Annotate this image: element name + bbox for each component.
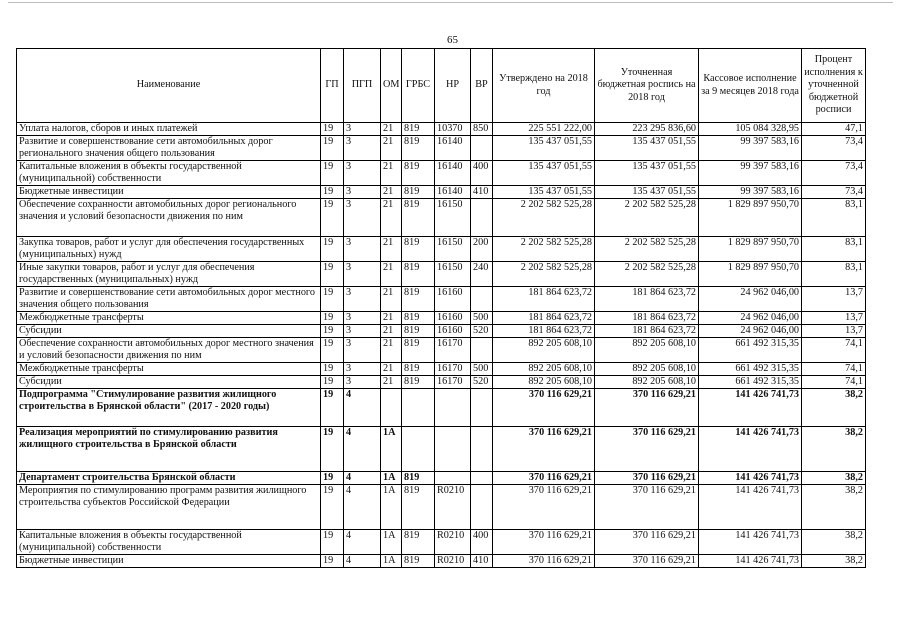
cell-grbs: 819 bbox=[402, 237, 435, 262]
cell-vr bbox=[471, 136, 493, 161]
cell-vr bbox=[471, 389, 493, 427]
cell-name: Межбюджетные трансферты bbox=[17, 312, 321, 325]
cell-approved: 2 202 582 525,28 bbox=[493, 199, 595, 237]
cell-grbs: 819 bbox=[402, 123, 435, 136]
cell-om: 21 bbox=[381, 376, 402, 389]
table-row bbox=[17, 262, 866, 287]
cell-np: 16170 bbox=[435, 363, 471, 376]
cell-approved: 370 116 629,21 bbox=[493, 530, 595, 555]
cell-vr bbox=[471, 287, 493, 312]
cell-grbs: 819 bbox=[402, 555, 435, 568]
cell-percent: 38,2 bbox=[802, 389, 866, 427]
cell-approved: 892 205 608,10 bbox=[493, 338, 595, 363]
table-row bbox=[17, 199, 866, 237]
cell-cash: 141 426 741,73 bbox=[699, 530, 802, 555]
page-number: 65 bbox=[447, 34, 458, 46]
cell-percent: 38,2 bbox=[802, 530, 866, 555]
cell-gp: 19 bbox=[321, 427, 344, 472]
cell-refined: 135 437 051,55 bbox=[595, 161, 699, 186]
cell-np: 16140 bbox=[435, 161, 471, 186]
cell-om: 21 bbox=[381, 363, 402, 376]
cell-approved: 370 116 629,21 bbox=[493, 427, 595, 472]
cell-approved: 135 437 051,55 bbox=[493, 136, 595, 161]
cell-percent: 73,4 bbox=[802, 186, 866, 199]
table-row bbox=[17, 485, 866, 530]
cell-cash: 141 426 741,73 bbox=[699, 472, 802, 485]
cell-percent: 38,2 bbox=[802, 555, 866, 568]
cell-grbs bbox=[402, 427, 435, 472]
cell-om: 21 bbox=[381, 262, 402, 287]
cell-gp: 19 bbox=[321, 363, 344, 376]
cell-grbs: 819 bbox=[402, 363, 435, 376]
cell-grbs: 819 bbox=[402, 262, 435, 287]
cell-gp: 19 bbox=[321, 325, 344, 338]
cell-refined: 135 437 051,55 bbox=[595, 186, 699, 199]
cell-percent: 73,4 bbox=[802, 161, 866, 186]
budget-execution-table bbox=[16, 48, 866, 568]
cell-percent: 47,1 bbox=[802, 123, 866, 136]
cell-ppgp: 4 bbox=[344, 530, 381, 555]
table-row bbox=[17, 555, 866, 568]
cell-vr: 850 bbox=[471, 123, 493, 136]
cell-refined: 892 205 608,10 bbox=[595, 338, 699, 363]
table-row bbox=[17, 472, 866, 485]
cell-om: 21 bbox=[381, 199, 402, 237]
table-row bbox=[17, 389, 866, 427]
cell-vr bbox=[471, 427, 493, 472]
cell-cash: 24 962 046,00 bbox=[699, 312, 802, 325]
cell-refined: 2 202 582 525,28 bbox=[595, 199, 699, 237]
cell-approved: 181 864 623,72 bbox=[493, 325, 595, 338]
cell-om: 1А bbox=[381, 472, 402, 485]
cell-name: Закупка товаров, работ и услуг для обеспечения государственных (муниципальных) нужд bbox=[17, 237, 321, 262]
cell-np: 16160 bbox=[435, 287, 471, 312]
cell-np: 16150 bbox=[435, 237, 471, 262]
cell-percent: 13,7 bbox=[802, 325, 866, 338]
cell-grbs: 819 bbox=[402, 199, 435, 237]
cell-gp: 19 bbox=[321, 186, 344, 199]
cell-refined: 370 116 629,21 bbox=[595, 555, 699, 568]
table-row bbox=[17, 325, 866, 338]
cell-percent: 38,2 bbox=[802, 427, 866, 472]
cell-om: 21 bbox=[381, 161, 402, 186]
cell-ppgp: 4 bbox=[344, 555, 381, 568]
cell-ppgp: 4 bbox=[344, 427, 381, 472]
cell-percent: 73,4 bbox=[802, 136, 866, 161]
table-row bbox=[17, 136, 866, 161]
cell-name: Бюджетные инвестиции bbox=[17, 555, 321, 568]
cell-refined: 892 205 608,10 bbox=[595, 363, 699, 376]
cell-approved: 2 202 582 525,28 bbox=[493, 237, 595, 262]
cell-ppgp: 3 bbox=[344, 338, 381, 363]
cell-grbs: 819 bbox=[402, 161, 435, 186]
top-scan-line bbox=[8, 2, 893, 3]
header-percent: Процент исполнения к уточненной бюджетной росписи bbox=[802, 49, 866, 123]
cell-refined: 370 116 629,21 bbox=[595, 472, 699, 485]
cell-grbs: 819 bbox=[402, 136, 435, 161]
table-row bbox=[17, 363, 866, 376]
cell-refined: 181 864 623,72 bbox=[595, 325, 699, 338]
cell-refined: 181 864 623,72 bbox=[595, 287, 699, 312]
cell-cash: 24 962 046,00 bbox=[699, 325, 802, 338]
table-row bbox=[17, 186, 866, 199]
cell-np: 16170 bbox=[435, 338, 471, 363]
cell-vr bbox=[471, 199, 493, 237]
cell-approved: 135 437 051,55 bbox=[493, 186, 595, 199]
cell-om: 1А bbox=[381, 530, 402, 555]
cell-percent: 13,7 bbox=[802, 312, 866, 325]
cell-np: 10370 bbox=[435, 123, 471, 136]
cell-grbs: 819 bbox=[402, 472, 435, 485]
cell-cash: 661 492 315,35 bbox=[699, 363, 802, 376]
cell-cash: 99 397 583,16 bbox=[699, 136, 802, 161]
cell-percent: 83,1 bbox=[802, 199, 866, 237]
cell-vr: 410 bbox=[471, 186, 493, 199]
header-grbs: ГРБС bbox=[402, 49, 435, 123]
cell-ppgp: 3 bbox=[344, 199, 381, 237]
cell-ppgp: 4 bbox=[344, 472, 381, 485]
header-cash: Кассовое исполнение за 9 месяцев 2018 года bbox=[699, 49, 802, 123]
cell-gp: 19 bbox=[321, 530, 344, 555]
cell-grbs: 819 bbox=[402, 186, 435, 199]
cell-grbs: 819 bbox=[402, 530, 435, 555]
cell-gp: 19 bbox=[321, 472, 344, 485]
table-row bbox=[17, 338, 866, 363]
cell-ppgp: 4 bbox=[344, 485, 381, 530]
cell-refined: 223 295 836,60 bbox=[595, 123, 699, 136]
cell-ppgp: 3 bbox=[344, 262, 381, 287]
cell-np: 16140 bbox=[435, 136, 471, 161]
cell-percent: 83,1 bbox=[802, 262, 866, 287]
cell-approved: 370 116 629,21 bbox=[493, 555, 595, 568]
cell-vr: 410 bbox=[471, 555, 493, 568]
cell-name: Субсидии bbox=[17, 376, 321, 389]
cell-np: 16140 bbox=[435, 186, 471, 199]
cell-approved: 370 116 629,21 bbox=[493, 485, 595, 530]
cell-percent: 83,1 bbox=[802, 237, 866, 262]
cell-gp: 19 bbox=[321, 312, 344, 325]
cell-name: Развитие и совершенствование сети автомобильных дорог регионального значения общего пользования bbox=[17, 136, 321, 161]
cell-om: 21 bbox=[381, 287, 402, 312]
cell-cash: 141 426 741,73 bbox=[699, 427, 802, 472]
cell-percent: 38,2 bbox=[802, 485, 866, 530]
cell-approved: 225 551 222,00 bbox=[493, 123, 595, 136]
cell-cash: 105 084 328,95 bbox=[699, 123, 802, 136]
cell-gp: 19 bbox=[321, 389, 344, 427]
cell-om: 1А bbox=[381, 485, 402, 530]
header-om: ОМ bbox=[381, 49, 402, 123]
cell-ppgp: 3 bbox=[344, 325, 381, 338]
cell-vr bbox=[471, 472, 493, 485]
cell-gp: 19 bbox=[321, 199, 344, 237]
cell-vr: 400 bbox=[471, 161, 493, 186]
cell-np: R0210 bbox=[435, 530, 471, 555]
cell-om: 21 bbox=[381, 123, 402, 136]
table-row bbox=[17, 530, 866, 555]
cell-refined: 370 116 629,21 bbox=[595, 427, 699, 472]
cell-ppgp: 3 bbox=[344, 123, 381, 136]
cell-percent: 74,1 bbox=[802, 338, 866, 363]
cell-name: Развитие и совершенствование сети автомобильных дорог местного значения общего пользования bbox=[17, 287, 321, 312]
cell-gp: 19 bbox=[321, 262, 344, 287]
cell-cash: 141 426 741,73 bbox=[699, 485, 802, 530]
cell-ppgp: 3 bbox=[344, 287, 381, 312]
cell-approved: 892 205 608,10 bbox=[493, 363, 595, 376]
cell-refined: 135 437 051,55 bbox=[595, 136, 699, 161]
cell-cash: 141 426 741,73 bbox=[699, 389, 802, 427]
cell-name: Капитальные вложения в объекты государственной (муниципальной) собственности bbox=[17, 161, 321, 186]
cell-grbs: 819 bbox=[402, 338, 435, 363]
cell-gp: 19 bbox=[321, 136, 344, 161]
cell-gp: 19 bbox=[321, 376, 344, 389]
cell-cash: 661 492 315,35 bbox=[699, 376, 802, 389]
cell-refined: 181 864 623,72 bbox=[595, 312, 699, 325]
cell-np: 16150 bbox=[435, 199, 471, 237]
cell-grbs: 819 bbox=[402, 325, 435, 338]
cell-ppgp: 3 bbox=[344, 312, 381, 325]
cell-vr: 240 bbox=[471, 262, 493, 287]
header-np: НР bbox=[435, 49, 471, 123]
header-vr: ВР bbox=[471, 49, 493, 123]
cell-name: Межбюджетные трансферты bbox=[17, 363, 321, 376]
cell-gp: 19 bbox=[321, 161, 344, 186]
cell-om: 1А bbox=[381, 427, 402, 472]
cell-ppgp: 3 bbox=[344, 237, 381, 262]
cell-name: Подпрограмма "Стимулирование развития жилищного строительства в Брянской области" (2017 - 2020 годы) bbox=[17, 389, 321, 427]
cell-refined: 370 116 629,21 bbox=[595, 389, 699, 427]
cell-cash: 661 492 315,35 bbox=[699, 338, 802, 363]
cell-grbs bbox=[402, 389, 435, 427]
cell-gp: 19 bbox=[321, 485, 344, 530]
header-approved: Утверждено на 2018 год bbox=[493, 49, 595, 123]
cell-name: Департамент строительства Брянской области bbox=[17, 472, 321, 485]
cell-np: 16160 bbox=[435, 312, 471, 325]
cell-om: 21 bbox=[381, 237, 402, 262]
cell-np: 16170 bbox=[435, 376, 471, 389]
cell-name: Обеспечение сохранности автомобильных дорог местного значения и условий безопасности движения по ним bbox=[17, 338, 321, 363]
cell-approved: 135 437 051,55 bbox=[493, 161, 595, 186]
cell-np bbox=[435, 389, 471, 427]
cell-name: Обеспечение сохранности автомобильных дорог регионального значения и условий безопасности движения по ним bbox=[17, 199, 321, 237]
cell-ppgp: 4 bbox=[344, 389, 381, 427]
cell-om: 21 bbox=[381, 312, 402, 325]
cell-np bbox=[435, 472, 471, 485]
cell-gp: 19 bbox=[321, 237, 344, 262]
cell-om: 21 bbox=[381, 136, 402, 161]
cell-vr: 200 bbox=[471, 237, 493, 262]
cell-cash: 1 829 897 950,70 bbox=[699, 262, 802, 287]
cell-grbs: 819 bbox=[402, 312, 435, 325]
cell-ppgp: 3 bbox=[344, 363, 381, 376]
cell-percent: 74,1 bbox=[802, 376, 866, 389]
cell-approved: 181 864 623,72 bbox=[493, 312, 595, 325]
cell-name: Реализация мероприятий по стимулированию развития жилищного строительства в Брянской области bbox=[17, 427, 321, 472]
cell-gp: 19 bbox=[321, 555, 344, 568]
cell-name: Капитальные вложения в объекты государственной (муниципальной) собственности bbox=[17, 530, 321, 555]
cell-np: 16150 bbox=[435, 262, 471, 287]
table-row bbox=[17, 312, 866, 325]
table-row bbox=[17, 287, 866, 312]
cell-gp: 19 bbox=[321, 338, 344, 363]
cell-refined: 892 205 608,10 bbox=[595, 376, 699, 389]
cell-grbs: 819 bbox=[402, 485, 435, 530]
table-row bbox=[17, 427, 866, 472]
cell-vr: 500 bbox=[471, 312, 493, 325]
cell-approved: 370 116 629,21 bbox=[493, 389, 595, 427]
cell-name: Бюджетные инвестиции bbox=[17, 186, 321, 199]
cell-cash: 1 829 897 950,70 bbox=[699, 199, 802, 237]
cell-approved: 2 202 582 525,28 bbox=[493, 262, 595, 287]
cell-om: 21 bbox=[381, 186, 402, 199]
cell-name: Уплата налогов, сборов и иных платежей bbox=[17, 123, 321, 136]
cell-vr: 520 bbox=[471, 325, 493, 338]
table-row bbox=[17, 161, 866, 186]
cell-percent: 74,1 bbox=[802, 363, 866, 376]
cell-vr: 520 bbox=[471, 376, 493, 389]
cell-percent: 13,7 bbox=[802, 287, 866, 312]
cell-cash: 141 426 741,73 bbox=[699, 555, 802, 568]
cell-np bbox=[435, 427, 471, 472]
cell-om: 21 bbox=[381, 325, 402, 338]
cell-gp: 19 bbox=[321, 123, 344, 136]
header-refined: Уточненная бюджетная роспись на 2018 год bbox=[595, 49, 699, 123]
table-row bbox=[17, 376, 866, 389]
cell-refined: 2 202 582 525,28 bbox=[595, 262, 699, 287]
cell-approved: 181 864 623,72 bbox=[493, 287, 595, 312]
cell-om: 1А bbox=[381, 555, 402, 568]
cell-np: R0210 bbox=[435, 555, 471, 568]
cell-gp: 19 bbox=[321, 287, 344, 312]
cell-vr: 400 bbox=[471, 530, 493, 555]
cell-cash: 99 397 583,16 bbox=[699, 186, 802, 199]
header-ppgp: ПГП bbox=[344, 49, 381, 123]
cell-ppgp: 3 bbox=[344, 376, 381, 389]
cell-cash: 99 397 583,16 bbox=[699, 161, 802, 186]
cell-ppgp: 3 bbox=[344, 186, 381, 199]
cell-refined: 370 116 629,21 bbox=[595, 485, 699, 530]
header-name: Наименование bbox=[17, 49, 321, 123]
cell-grbs: 819 bbox=[402, 376, 435, 389]
cell-ppgp: 3 bbox=[344, 161, 381, 186]
header-gp: ГП bbox=[321, 49, 344, 123]
cell-name: Мероприятия по стимулированию программ развития жилищного строительства субъектов Российской Федерации bbox=[17, 485, 321, 530]
table-header-row bbox=[17, 49, 866, 123]
table-row bbox=[17, 123, 866, 136]
cell-refined: 2 202 582 525,28 bbox=[595, 237, 699, 262]
cell-om bbox=[381, 389, 402, 427]
cell-om: 21 bbox=[381, 338, 402, 363]
table-row bbox=[17, 237, 866, 262]
table-body bbox=[17, 123, 866, 568]
cell-np: 16160 bbox=[435, 325, 471, 338]
cell-vr bbox=[471, 485, 493, 530]
cell-approved: 370 116 629,21 bbox=[493, 472, 595, 485]
cell-name: Субсидии bbox=[17, 325, 321, 338]
cell-refined: 370 116 629,21 bbox=[595, 530, 699, 555]
cell-vr: 500 bbox=[471, 363, 493, 376]
cell-grbs: 819 bbox=[402, 287, 435, 312]
cell-percent: 38,2 bbox=[802, 472, 866, 485]
cell-np: R0210 bbox=[435, 485, 471, 530]
cell-cash: 24 962 046,00 bbox=[699, 287, 802, 312]
cell-approved: 892 205 608,10 bbox=[493, 376, 595, 389]
cell-vr bbox=[471, 338, 493, 363]
cell-name: Иные закупки товаров, работ и услуг для обеспечения государственных (муниципальных) нужд bbox=[17, 262, 321, 287]
cell-cash: 1 829 897 950,70 bbox=[699, 237, 802, 262]
cell-ppgp: 3 bbox=[344, 136, 381, 161]
